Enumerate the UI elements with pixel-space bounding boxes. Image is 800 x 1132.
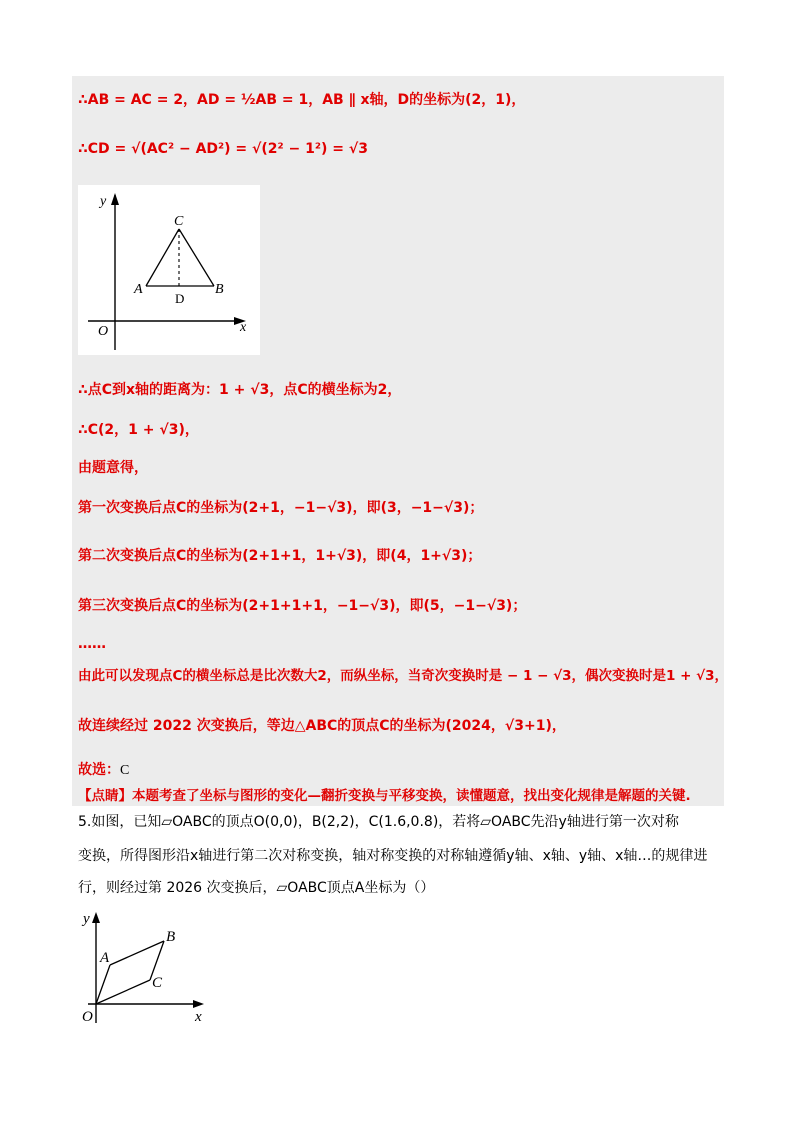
label-y: y: [100, 194, 107, 209]
label-b: B: [215, 282, 224, 297]
solution-line-5: 由题意得，: [78, 460, 148, 476]
comment-text: 本题考查了坐标与图形的变化—翻折变换与平移变换，读懂题意，找出变化规律是解题的关键.: [132, 788, 691, 804]
label-a: A: [134, 282, 143, 297]
label-d: D: [175, 291, 185, 306]
solution-line-10: 由此可以发现点C的横坐标总是比次数大2，而纵坐标，当奇次变换时是 − 1 − √3，偶次变换时是1 + √3，: [78, 668, 729, 684]
solution-line-2: ∴CD = √(AC² − AD²) = √(2² − 1²) = √3: [78, 141, 368, 157]
label-o: O: [82, 1009, 93, 1025]
answer-prefix: 故选：: [78, 762, 120, 778]
label-x: x: [240, 320, 247, 335]
solution-line-4: ∴C(2，1 + √3)，: [78, 422, 199, 438]
label-b: B: [166, 929, 176, 945]
label-c: C: [174, 214, 184, 229]
comment-line: [78, 786, 691, 806]
solution-line-7: 第二次变换后点C的坐标为(2+1+1，1+√3)，即(4，1+√3)；: [78, 548, 482, 564]
triangle-figure: [78, 185, 260, 355]
side-co: [96, 980, 150, 1004]
label-x: x: [195, 1009, 202, 1025]
label-o: O: [98, 324, 109, 339]
label-a: A: [100, 950, 110, 966]
solution-line-1: ∴AB = AC = 2，AD = ½AB = 1，AB ∥ x轴，D的坐标为(2，1)，: [78, 92, 526, 108]
problem5-line-2: 变换，所得图形沿x轴进行第二次对称变换，轴对称变换的对称轴遵循y轴、x轴、y轴、x轴…的规律进: [78, 848, 708, 864]
solution-line-9: ……: [78, 636, 106, 652]
problem5-line-3: 行，则经过第 2026 次变换后，▱OABC顶点A坐标为（）: [78, 880, 435, 896]
label-c: C: [152, 975, 163, 991]
problem5-line-1: 5.如图，已知▱OABC的顶点O(0,0)，B(2,2)，C(1.6,0.8)，若将▱OABC先沿y轴进行第一次对称: [78, 814, 679, 830]
side-ab: [110, 941, 164, 965]
answer-value: C: [120, 763, 130, 778]
label-y: y: [83, 911, 90, 927]
solution-line-8: 第三次变换后点C的坐标为(2+1+1+1，−1−√3)，即(5，−1−√3)；: [78, 598, 527, 614]
answer-line: [78, 760, 129, 781]
comment-tag: 【点睛】: [78, 788, 132, 804]
solution-line-3: ∴点C到x轴的距离为：1 + √3，点C的横坐标为2，: [78, 382, 402, 398]
solution-line-11: 故连续经过 2022 次变换后，等边△ABC的顶点C的坐标为(2024，√3+1)，: [78, 718, 566, 734]
x-axis-arrow: [193, 1000, 204, 1008]
y-axis-arrow: [92, 912, 100, 923]
parallelogram-figure: [78, 905, 218, 1030]
solution-line-6: 第一次变换后点C的坐标为(2+1，−1−√3)，即(3，−1−√3)；: [78, 500, 484, 516]
